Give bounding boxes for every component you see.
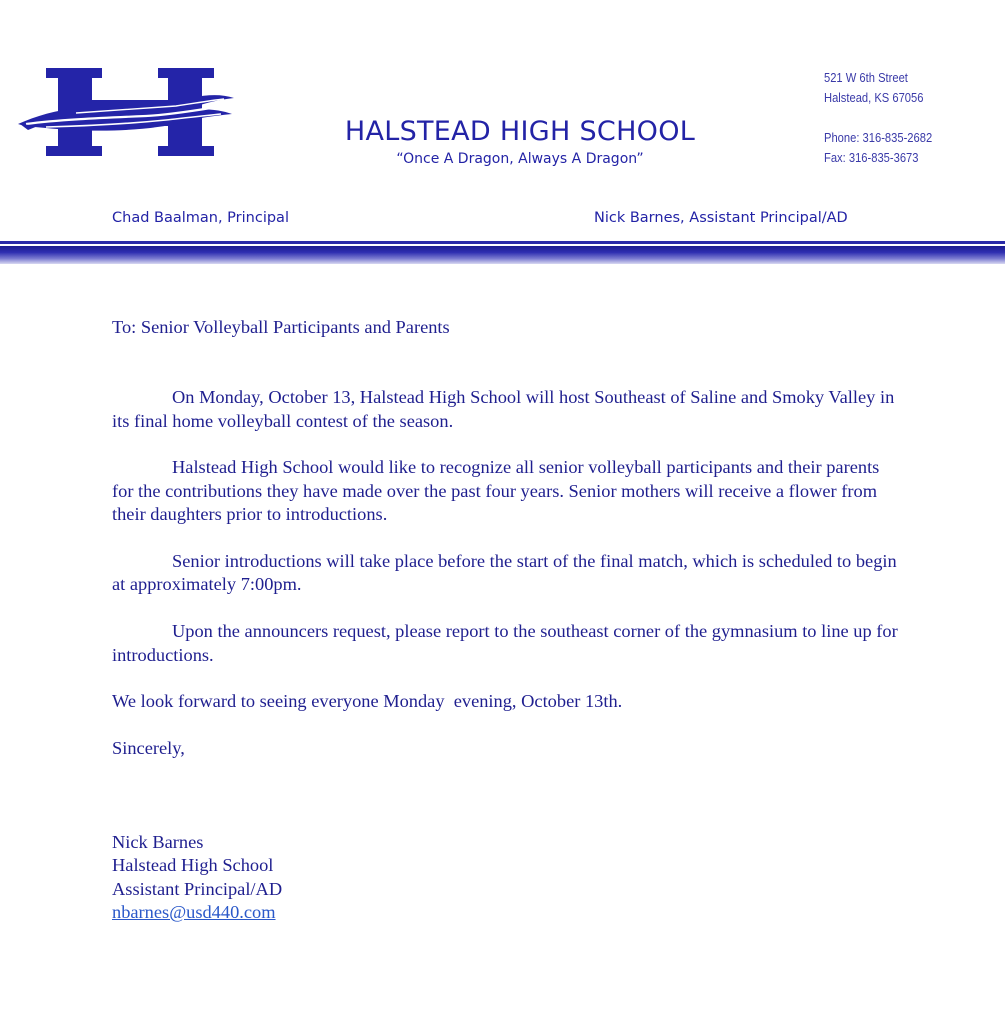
letter-salutation: Sincerely, bbox=[112, 738, 185, 759]
principal-name: Chad Baalman, Principal bbox=[112, 210, 289, 226]
letter-recipient: To: Senior Volleyball Participants and Parents bbox=[112, 317, 450, 337]
signature-title: Assistant Principal/AD bbox=[112, 878, 283, 899]
address-spacer bbox=[824, 108, 932, 128]
school-address bbox=[824, 68, 932, 168]
letter-closing-line: We look forward to seeing everyone Monday evening, October 13th. bbox=[112, 691, 623, 712]
letter-paragraph: Senior introductions will take place before the start of the final match, which is scheduled to begin at approximately 7:00pm. bbox=[112, 551, 897, 595]
address-line-2: Halstead, KS 67056 bbox=[824, 90, 924, 105]
letter-paragraph: Halstead High School would like to recognize all senior volleyball participants and their parents for the contributions they have made over the past four years. Senior mothers will receive a flower from their daughters prior to introductions. bbox=[112, 457, 880, 525]
letter-paragraph: On Monday, October 13, Halstead High School will host Southeast of Saline and Smoky Valley in its final home volleyball contest of the season. bbox=[112, 387, 895, 431]
letter-paragraph: Upon the announcers request, please report to the southeast corner of the gymnasium to line up for introductions. bbox=[112, 621, 898, 665]
header-rule-thin bbox=[0, 241, 1005, 244]
phone-number: Phone: 316-835-2682 bbox=[824, 130, 933, 145]
header-rule-gradient bbox=[0, 246, 1005, 264]
school-motto: “Once A Dragon, Always A Dragon” bbox=[396, 151, 644, 167]
assistant-principal-name: Nick Barnes, Assistant Principal/AD bbox=[594, 210, 848, 226]
letter-body bbox=[112, 316, 902, 924]
signature-school: Halstead High School bbox=[112, 855, 274, 876]
dragon-h-logo-icon bbox=[16, 66, 238, 160]
signature-email-link[interactable]: nbarnes@usd440.com bbox=[112, 902, 276, 923]
address-line-1: 521 W 6th Street bbox=[824, 70, 908, 85]
school-name: HALSTEAD HIGH SCHOOL bbox=[344, 116, 696, 147]
signature-name: Nick Barnes bbox=[112, 831, 204, 852]
fax-number: Fax: 316-835-3673 bbox=[824, 150, 919, 165]
